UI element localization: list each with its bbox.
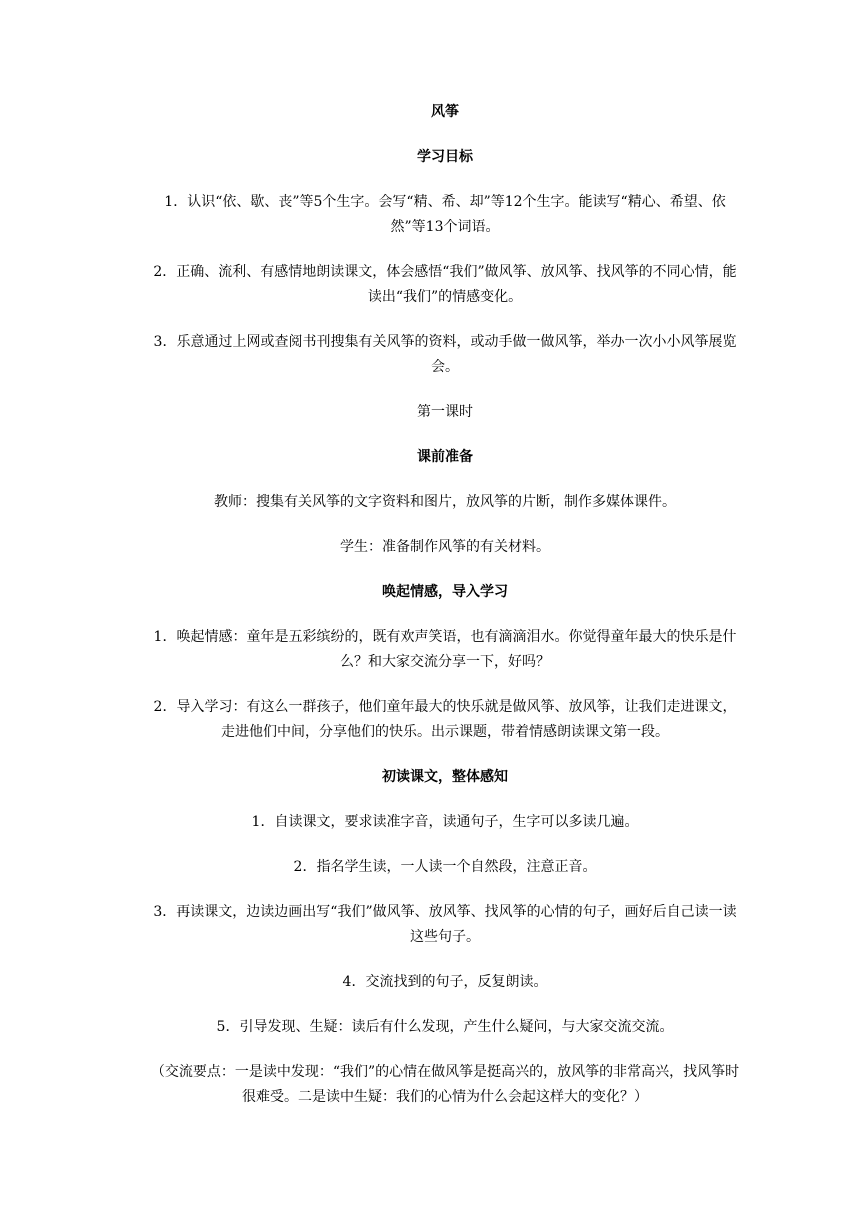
prep-heading: 课前准备	[417, 449, 473, 465]
section-heading: 唤起情感，导入学习	[382, 584, 508, 600]
lesson-label: 第一课时	[417, 404, 473, 420]
section-item: 1．自读课文，要求读准字音，读通句子，生字可以多读几遍。	[251, 814, 639, 830]
section-item: 2．指名学生读，一人读一个自然段，注意正音。	[293, 859, 597, 875]
prep-item: 学生：准备制作风筝的有关材料。	[340, 539, 550, 555]
goal-item: 1．认识“依、歇、丧”等5个生字。会写“精、希、却”等12个生字。能读写“精心、希望、依然”等13个词语。	[164, 194, 726, 235]
section-item: 1．唤起情感：童年是五彩缤纷的，既有欢声笑语，也有滴滴泪水。你觉得童年最大的快乐是什么？和大家交流分享一下，好吗？	[153, 629, 737, 670]
goals-heading: 学习目标	[417, 149, 473, 165]
section-item: 3．再读课文，边读边画出写“我们”做风筝、放风筝、找风筝的心情的句子，画好后自己读一读这些句子。	[153, 904, 737, 945]
prep-item: 教师：搜集有关风筝的文字资料和图片，放风筝的片断，制作多媒体课件。	[214, 494, 676, 510]
section-note: （交流要点：一是读中发现：“我们”的心情在做风筝是挺高兴的，放风筝的非常高兴，找风筝时很难受。二是读中生疑：我们的心情为什么会起这样大的变化？）	[150, 1064, 740, 1105]
section-item: 2．导入学习：有这么一群孩子，他们童年最大的快乐就是做风筝、放风筝，让我们走进课文，走进他们中间，分享他们的快乐。出示课题，带着情感朗读课文第一段。	[153, 699, 737, 740]
section-item: 4．交流找到的句子，反复朗读。	[342, 974, 548, 990]
goal-item: 3．乐意通过上网或查阅书刊搜集有关风筝的资料，或动手做一做风筝，举办一次小小风筝展览会。	[153, 334, 737, 375]
goal-item: 2．正确、流利、有感情地朗读课文，体会感悟“我们”做风筝、放风筝、找风筝的不同心情，能读出“我们”的情感变化。	[153, 264, 737, 305]
document-page	[150, 100, 740, 1130]
section-item: 5．引导发现、生疑：读后有什么发现，产生什么疑问，与大家交流交流。	[216, 1019, 674, 1035]
document-title: 风筝	[431, 104, 459, 120]
section-heading: 初读课文，整体感知	[382, 769, 508, 785]
